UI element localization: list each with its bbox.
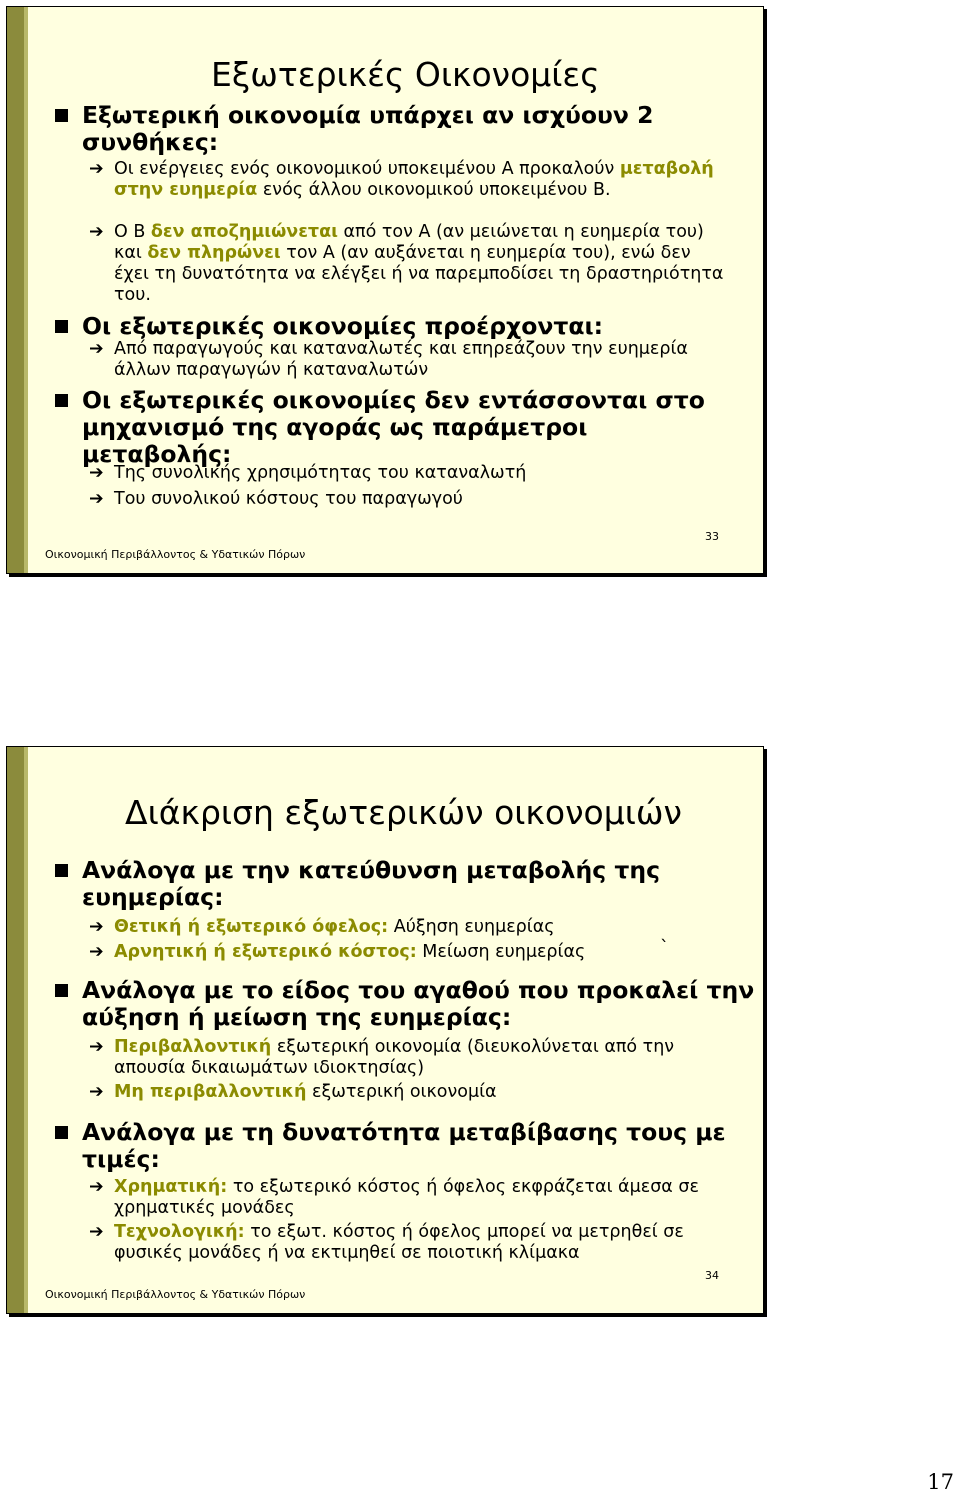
sub-item: ➔ Της συνολικής χρησιμότητας του καταναλωτή [89,463,527,483]
sub-item: ➔ Χρηματική: το εξωτερικό κόστος ή όφελος εκφράζεται άμεσα σε χρηματικές μονάδες [89,1177,699,1218]
slide-footer: Οικονομική Περιβάλλοντος & Υδατικών Πόρων [45,548,306,561]
square-bullet-icon [55,984,68,997]
arrow-right-icon: ➔ [89,159,104,179]
document-page-number: 17 [927,1470,954,1494]
square-bullet-icon [55,109,68,122]
bullet-item: Ανάλογα με τη δυνατότητα μεταβίβασης τους με τιμές: [55,1119,735,1173]
sub-item: ➔ Από παραγωγούς και καταναλωτές και επηρεάζουν την ευημερία άλλων παραγωγών ή καταναλωτών [89,339,688,380]
arrow-right-icon: ➔ [89,917,104,937]
slide-34 [6,746,764,1314]
slide-number: 34 [705,1269,719,1282]
sub-item: ➔ Οι ενέργειες ενός οικονομικού υποκειμένου Α προκαλούν μεταβολή στην ευημερία ενός άλλου οικονομικού υποκειμένου Β. [89,159,714,200]
slide-sidebar-bar [7,747,24,1313]
slide-title: Διάκριση εξωτερικών οικονομιών [125,793,682,832]
sub-item: ➔ Τεχνολογική: το εξωτ. κόστος ή όφελος μπορεί να μετρηθεί σε φυσικές μονάδες ή να εκτιμηθεί σε ποιοτική κλίμακα [89,1222,684,1263]
slide-title: Εξωτερικές Οικονομίες [211,55,600,94]
arrow-right-icon: ➔ [89,489,104,509]
sub-item: ➔ Θετική ή εξωτερικό όφελος: Αύξηση ευημερίας [89,917,555,937]
slide-number: 33 [705,530,719,543]
slide-sidebar-bar-light [24,7,28,573]
slide-footer: Οικονομική Περιβάλλοντος & Υδατικών Πόρων [45,1288,306,1301]
bullet-item: Εξωτερική οικονομία υπάρχει αν ισχύουν 2 συνθήκες: [55,102,705,156]
square-bullet-icon [55,1126,68,1139]
arrow-right-icon: ➔ [89,339,104,359]
bullet-item: Οι εξωτερικές οικονομίες δεν εντάσσονται στο μηχανισμό της αγοράς ως παράμετροι μεταβολής: [55,387,705,468]
square-bullet-icon [55,320,68,333]
bullet-item: Ανάλογα με την κατεύθυνση μεταβολής της ευημερίας: [55,857,735,911]
arrow-right-icon: ➔ [89,1222,104,1242]
sub-item: ➔ Περιβαλλοντική εξωτερική οικονομία (διευκολύνεται από την απουσία δικαιωμάτων ιδιοκτησίας) [89,1037,675,1078]
sub-item: ➔ Μη περιβαλλοντική εξωτερική οικονομία [89,1082,497,1102]
arrow-right-icon: ➔ [89,1082,104,1102]
slide-sidebar-bar [7,7,24,573]
arrow-right-icon: ➔ [89,463,104,483]
arrow-right-icon: ➔ [89,942,104,962]
square-bullet-icon [55,864,68,877]
square-bullet-icon [55,394,68,407]
arrow-right-icon: ➔ [89,222,104,242]
sub-item: ➔ Αρνητική ή εξωτερικό κόστος: Μείωση ευημερίας [89,942,586,962]
sub-item: ➔ Του συνολικού κόστους του παραγωγού [89,489,463,509]
arrow-right-icon: ➔ [89,1037,104,1057]
stray-mark: ` [660,937,669,958]
bullet-item: Οι εξωτερικές οικονομίες προέρχονται: [55,313,735,340]
slide-sidebar-bar-light [24,747,28,1313]
slide-33 [6,6,764,574]
sub-item: ➔ Ο Β δεν αποζημιώνεται από τον Α (αν μειώνεται η ευημερία του) και δεν πληρώνει τον Α (αν αυξάνεται η ευημερία του), ενώ δεν έχει τη δυνατότητα να ελέγξει ή να παρεμποδίσει τη δραστηριότητα του. [89,222,724,305]
arrow-right-icon: ➔ [89,1177,104,1197]
bullet-item: Ανάλογα με το είδος του αγαθού που προκαλεί την αύξηση ή μείωση της ευημερίας: [55,977,755,1031]
